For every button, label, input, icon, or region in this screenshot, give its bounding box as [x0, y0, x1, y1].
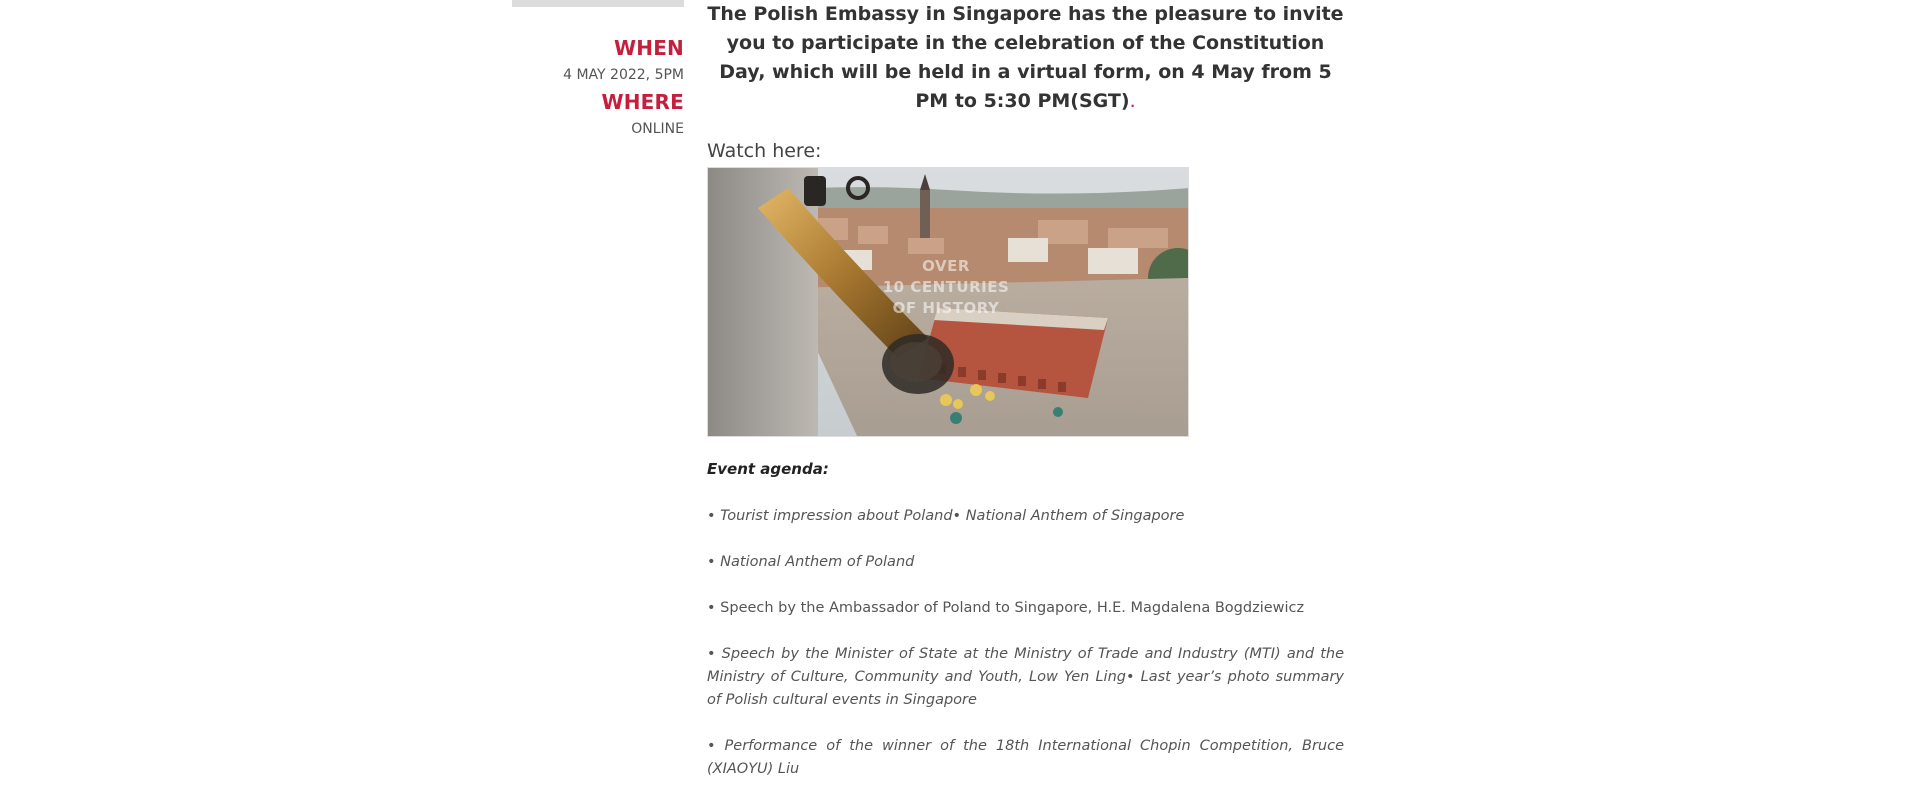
agenda-title: Event agenda: — [707, 460, 829, 478]
agenda-item: • Tourist impression about Poland• National Anthem of Singapore — [707, 508, 1185, 524]
when-label: WHEN — [614, 36, 684, 60]
video-caption-line-1: OVER — [922, 257, 970, 275]
where-value: ONLINE — [631, 121, 684, 137]
where-label: WHERE — [601, 90, 684, 114]
agenda-item: • National Anthem of Poland — [707, 554, 915, 570]
intro-text: The Polish Embassy in Singapore has the pleasure to invite you to participate in the celebration of the Constitution Day, which will be held in a virtual form, on 4 May from 5 PM to 5:30 PM(SGT) — [707, 3, 1344, 112]
video-caption-line-3: OF HISTORY — [892, 299, 1000, 317]
video-caption-line-2: 10 CENTURIES — [882, 278, 1010, 296]
video-caption — [876, 256, 1016, 319]
agenda-item: • Speech by the Minister of State at the Ministry of Trade and Industry (MTI) and the Ministry of Culture, Community and Youth, Low Yen Ling• Last year’s photo summary of Polish cultural events in Singapore — [707, 646, 1344, 708]
video-thumbnail[interactable] — [707, 167, 1189, 437]
when-value: 4 MAY 2022, 5PM — [563, 67, 684, 83]
watch-label: Watch here: — [707, 140, 822, 162]
intro-paragraph — [707, 0, 1344, 116]
agenda-item: • Speech by the Ambassador of Poland to Singapore, H.E. Magdalena Bogdziewicz — [707, 600, 1305, 616]
sidebar-divider — [512, 0, 684, 7]
intro-trailing: . — [1129, 90, 1136, 112]
agenda-item: • Performance of the winner of the 18th International Chopin Competition, Bruce (XIAOYU) Liu — [707, 738, 1344, 777]
